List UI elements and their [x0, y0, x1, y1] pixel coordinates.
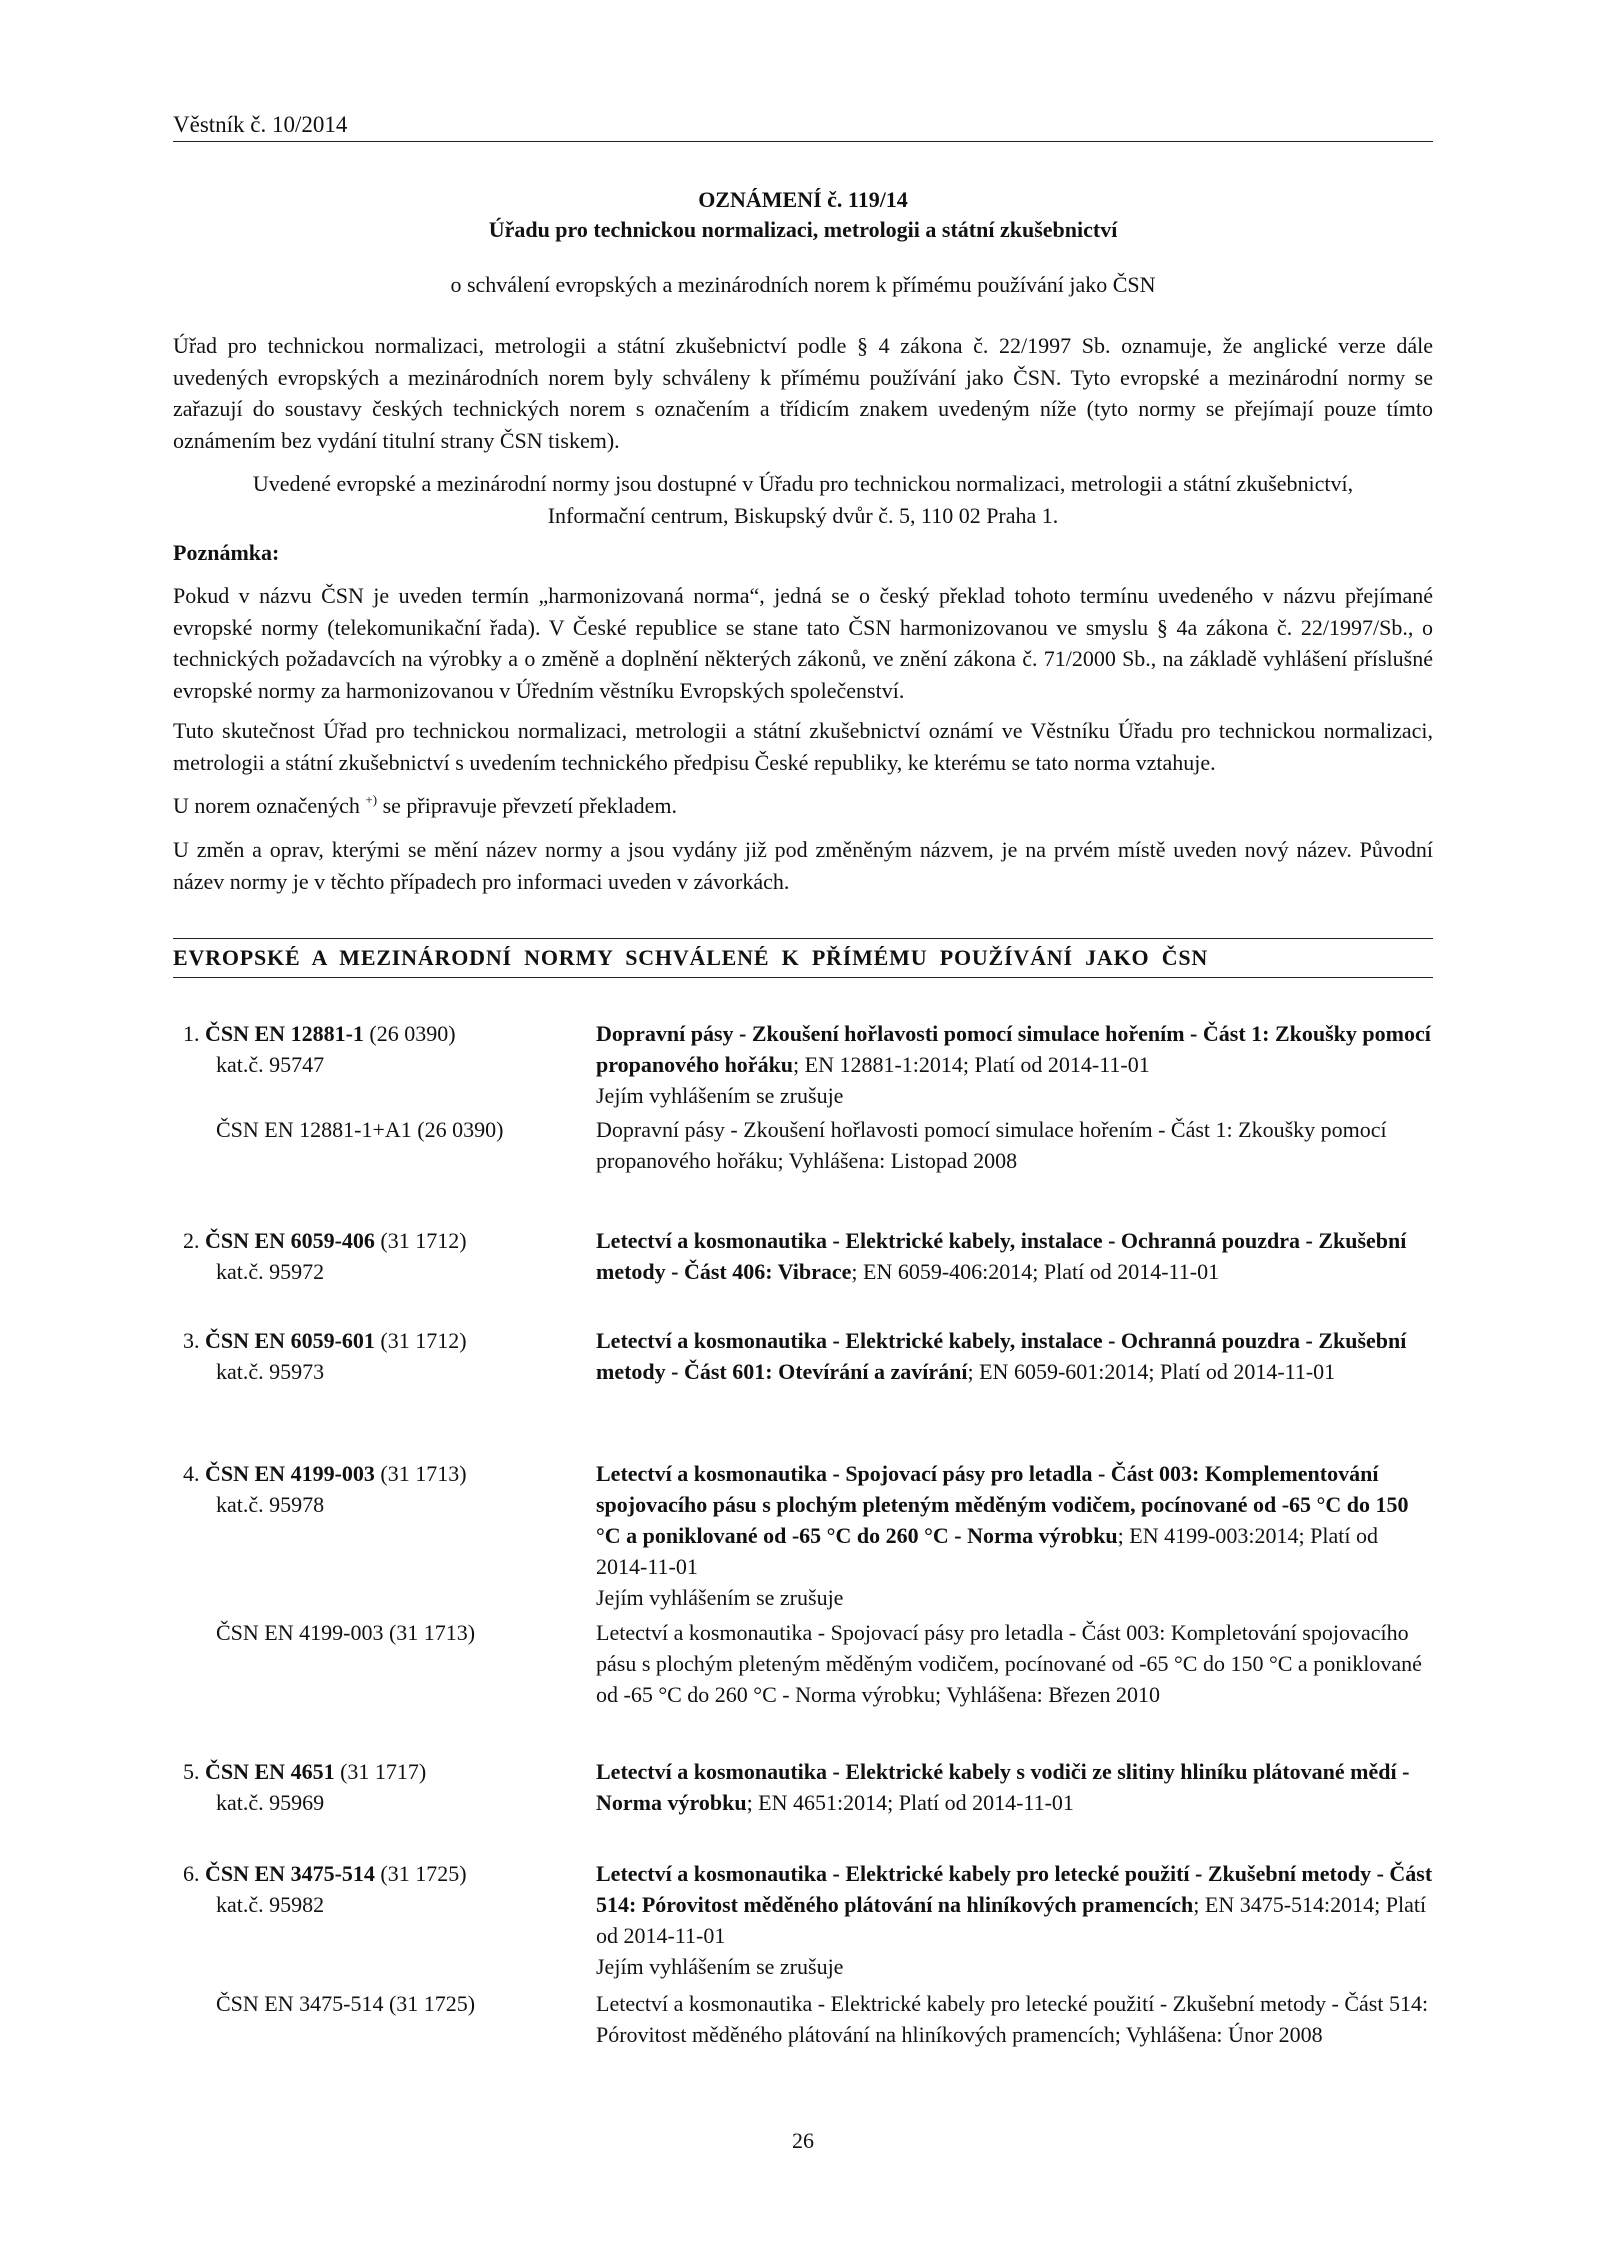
- section-heading: EVROPSKÉ A MEZINÁRODNÍ NORMY SCHVÁLENÉ K PŘÍMÉMU POUŽÍVÁNÍ JAKO ČSN: [173, 938, 1433, 978]
- norm-class: (31 1712): [374, 1228, 467, 1253]
- norm-code-block: [183, 1756, 573, 1818]
- norm-code: ČSN EN 12881-1: [205, 1021, 364, 1046]
- replaced-norm-description: Letectví a kosmonautika - Elektrické kabely pro letecké použití - Zkušební metody - Část 514: Pórovitost měděného plátování na hliníkových pramencích; Vyhlášena: Únor 2008: [596, 1991, 1429, 2047]
- norm-title: Letectví a kosmonautika - Spojovací pásy pro letadla - Část 003: Komplementování spojovacího pásu s plochým pleteným měděným vodičem, pocínované od -65 °C do 150 °C a poniklované od -65 °C do 260 °C - Norma výrobku: [596, 1461, 1409, 1548]
- norm-description: [596, 1756, 1433, 1818]
- norm-catalog-number: kat.č. 95969: [216, 1790, 325, 1815]
- norm-number: 5.: [183, 1759, 200, 1784]
- norm-code: ČSN EN 3475-514: [205, 1861, 375, 1886]
- norm-title: Letectví a kosmonautika - Elektrické kabely pro letecké použití - Zkušební metody - Část 514: Pórovitost měděného plátování na hliníkových pramencích: [596, 1861, 1433, 1917]
- norm-class: (31 1725): [374, 1861, 467, 1886]
- norm-title: Dopravní pásy - Zkoušení hořlavosti pomocí simulace hořením - Část 1: Zkoušky pomocí propanového hořáku: [596, 1021, 1431, 1077]
- norm-class: (31 1712): [374, 1328, 467, 1353]
- norm-code-block: [183, 1858, 573, 1920]
- availability-line-2: Informační centrum, Biskupský dvůr č. 5, 110 02 Praha 1.: [547, 502, 1059, 528]
- replaced-norm-code: ČSN EN 12881-1+A1 (26 0390): [216, 1117, 504, 1142]
- norm-catalog-number: kat.č. 95972: [216, 1259, 325, 1284]
- norm-class: (31 1717): [334, 1759, 427, 1784]
- norm-details: ; EN 4199-003:2014; Platí od 2014-11-01: [596, 1523, 1378, 1579]
- norm-title: Letectví a kosmonautika - Elektrické kabely, instalace - Ochranná pouzdra - Zkušební metody - Část 406: Vibrace: [596, 1228, 1407, 1284]
- page-header: Věstník č. 10/2014: [173, 112, 1433, 142]
- norm-description: [596, 1858, 1433, 1982]
- page-number: 26: [792, 2128, 814, 2153]
- translation-post: se připravuje převzetí překladem.: [377, 793, 678, 818]
- norm-number: 4.: [183, 1461, 200, 1486]
- norm-catalog-number: kat.č. 95982: [216, 1892, 325, 1917]
- translation-mark: +): [365, 792, 378, 807]
- norm-description: [596, 1225, 1433, 1287]
- fact-paragraph: Tuto skutečnost Úřad pro technickou normalizaci, metrologii a státní zkušebnictví oznámí ve Věstníku Úřadu pro technickou normalizaci, metrologii a státní zkušebnictví s uvedením technického předpisu České republiky, ke kterému se tato norma vztahuje.: [173, 718, 1433, 775]
- norm-details: ; EN 3475-514:2014; Platí od 2014-11-01: [596, 1892, 1427, 1948]
- norm-class: (31 1713): [374, 1461, 467, 1486]
- norm-cancel-note: Jejím vyhlášením se zrušuje: [596, 1083, 844, 1108]
- norm-details: ; EN 6059-601:2014; Platí od 2014-11-01: [967, 1359, 1336, 1384]
- norm-number: 2.: [183, 1228, 200, 1253]
- replaced-norm-code: ČSN EN 4199-003 (31 1713): [216, 1620, 476, 1645]
- translation-paragraph: [173, 790, 1433, 822]
- replaced-norm-description: Letectví a kosmonautika - Spojovací pásy pro letadla - Část 003: Kompletování spojovacího pásu s plochým pleteným měděným vodičem, pocínované od -65 °C do 150 °C a poniklované od -65 °C do 260 °C - Norma výrobku; Vyhlášena: Březen 2010: [596, 1620, 1422, 1707]
- norm-code-block: [183, 1458, 573, 1520]
- norm-cancel-note: Jejím vyhlášením se zrušuje: [596, 1954, 844, 1979]
- notice-authority: Úřadu pro technickou normalizaci, metrologii a státní zkušebnictví: [488, 217, 1118, 242]
- note-paragraph: Pokud v názvu ČSN je uveden termín „harmonizovaná norma“, jedná se o český překlad tohoto termínu uvedeného v názvu přejímané evropské normy (telekomunikační řada). V České republice se stane tato ČSN harmonizovanou ve smyslu § 4a zákona č. 22/1997/Sb., o technických požadavcích na výrobky a o změně a doplnění některých zákonů, ve znění zákona č. 71/2000 Sb., na základě vyhlášení příslušné evropské normy za harmonizovanou v Úředním věstníku Evropských společenství.: [173, 583, 1433, 703]
- norm-code: ČSN EN 4651: [205, 1759, 335, 1784]
- norm-number: 1.: [183, 1021, 200, 1046]
- norm-title: Letectví a kosmonautika - Elektrické kabely s vodiči ze slitiny hliníku plátované mědí - Norma výrobku: [596, 1759, 1410, 1815]
- norm-catalog-number: kat.č. 95978: [216, 1492, 325, 1517]
- norm-code: ČSN EN 4199-003: [205, 1461, 375, 1486]
- norm-details: ; EN 12881-1:2014; Platí od 2014-11-01: [793, 1052, 1150, 1077]
- norm-cancel-note: Jejím vyhlášením se zrušuje: [596, 1585, 844, 1610]
- note-label: Poznámka:: [173, 540, 280, 565]
- intro-paragraph: Úřad pro technickou normalizaci, metrologii a státní zkušebnictví podle § 4 zákona č. 22/1997 Sb. oznamuje, že anglické verze dále uvedených evropských a mezinárodních norem byly schváleny k přímému používání jako ČSN. Tyto evropské a mezinárodní normy se zařazují do soustavy českých technických norem s označením a třídicím znakem uvedeným níže (tyto normy se přejímají pouze tímto oznámením bez vydání titulní strany ČSN tiskem).: [173, 333, 1433, 453]
- norm-title: Letectví a kosmonautika - Elektrické kabely, instalace - Ochranná pouzdra - Zkušební metody - Část 601: Otevírání a zavírání: [596, 1328, 1407, 1384]
- norm-catalog-number: kat.č. 95973: [216, 1359, 325, 1384]
- norm-description: [596, 1458, 1433, 1613]
- availability-line-1: Uvedené evropské a mezinárodní normy jsou dostupné v Úřadu pro technickou normalizaci, metrologii a státní zkušebnictví,: [252, 471, 1354, 496]
- norm-number: 6.: [183, 1861, 200, 1886]
- norm-class: (26 0390): [363, 1021, 456, 1046]
- notice-heading: [173, 185, 1433, 245]
- norm-description: [596, 1018, 1433, 1111]
- notice-title: OZNÁMENÍ č. 119/14: [698, 187, 908, 212]
- norm-code: ČSN EN 6059-601: [205, 1328, 375, 1353]
- availability-paragraph: [173, 468, 1433, 531]
- replaced-norm-description: Dopravní pásy - Zkoušení hořlavosti pomocí simulace hořením - Část 1: Zkoušky pomocí propanového hořáku; Vyhlášena: Listopad 2008: [596, 1117, 1387, 1173]
- replaced-norm-code: ČSN EN 3475-514 (31 1725): [216, 1991, 476, 2016]
- translation-pre: U norem označených: [173, 793, 366, 818]
- norm-description: [596, 1325, 1433, 1387]
- norm-details: ; EN 6059-406:2014; Platí od 2014-11-01: [851, 1259, 1220, 1284]
- changes-paragraph: U změn a oprav, kterými se mění název normy a jsou vydány již pod změněným názvem, je na prvém místě uveden nový název. Původní název normy je v těchto případech pro informaci uveden v závorkách.: [173, 837, 1433, 894]
- norm-catalog-number: kat.č. 95747: [216, 1052, 325, 1077]
- norm-code: ČSN EN 6059-406: [205, 1228, 375, 1253]
- norm-code-block: [183, 1018, 573, 1080]
- norm-code-block: [183, 1225, 573, 1287]
- notice-subtitle: o schválení evropských a mezinárodních norem k přímému používání jako ČSN: [450, 272, 1156, 297]
- norm-number: 3.: [183, 1328, 200, 1353]
- norm-code-block: [183, 1325, 573, 1387]
- norm-details: ; EN 4651:2014; Platí od 2014-11-01: [746, 1790, 1074, 1815]
